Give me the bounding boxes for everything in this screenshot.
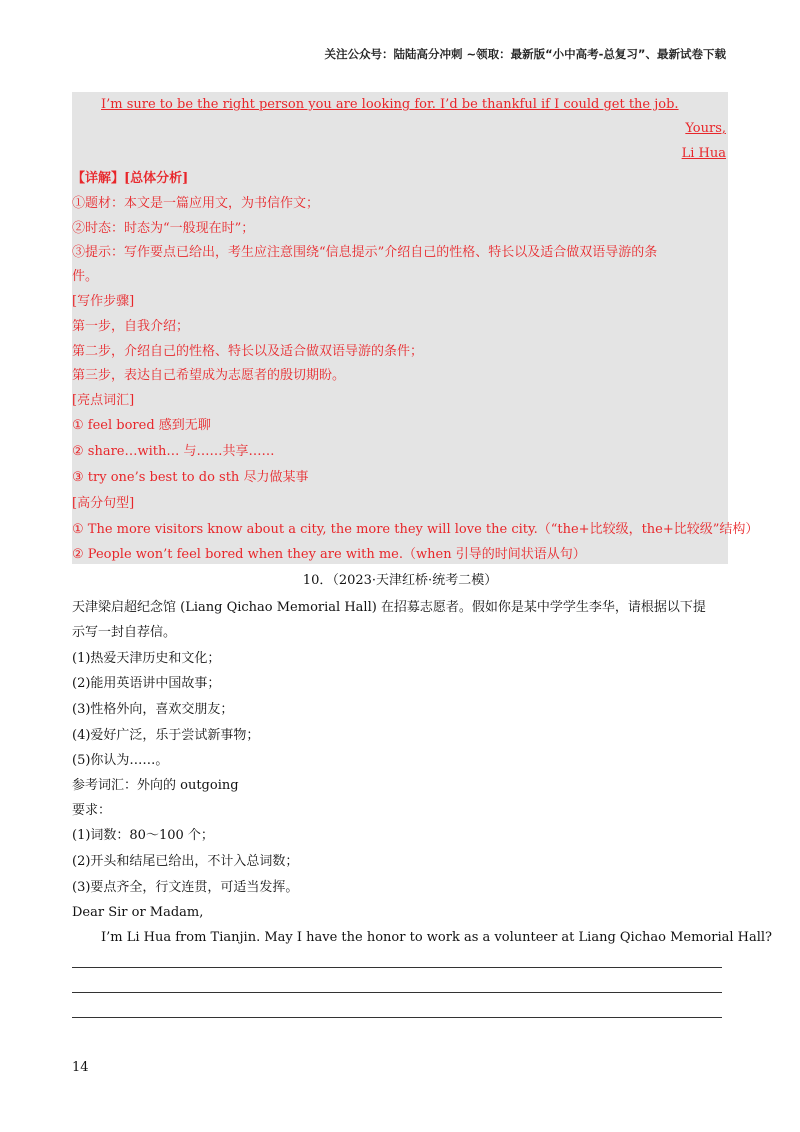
question-title: 10．（2023·天津红桥·统考二模） (302, 573, 498, 588)
step-item: 第一步，自我介绍； (72, 319, 190, 334)
requirements-heading: 要求： (72, 803, 112, 818)
answer-line (72, 967, 722, 968)
answer-line (72, 1017, 722, 1018)
salutation: Dear Sir or Madam, (72, 905, 204, 920)
heading-detail: 【详解】 (72, 171, 125, 186)
vocab-item: ① feel bored 感到无聊 (72, 418, 211, 433)
question-item: (1)热爱天津历史和文化； (72, 651, 221, 666)
question-prompt: 天津梁启超纪念馆 (Liang Qichao Memorial Hall) 在招募志愿者。假如你是某中学学生李华，请根据以下提 (72, 600, 706, 615)
yours: Yours, (685, 121, 726, 136)
sentence-item: ① The more visitors know about a city, the more they will love the city.（“the+比较级，the+比较级”结构） (72, 522, 759, 537)
closing-sentence: I’m sure to be the right person you are looking for. I’d be thankful if I could get the job. (101, 97, 679, 112)
analysis-point: ③提示：写作要点已给出，考生应注意围绕“信息提示”介绍自己的性格、特长以及适合做双语导游的条 (72, 245, 658, 260)
analysis-point: 件。 (72, 269, 99, 284)
vocab-item: ② share…with… 与……共享…… (72, 444, 275, 459)
analysis-point: ①题材：本文是一篇应用文，为书信作文； (72, 196, 320, 211)
question-item: (5)你认为……。 (72, 753, 169, 768)
steps-heading: [写作步骤] (72, 294, 135, 309)
step-item: 第二步，介绍自己的性格、特长以及适合做双语导游的条件； (72, 344, 424, 359)
answer-line (72, 992, 722, 993)
page-header: 关注公众号：陆陆高分冲刺 ~领取：最新版“小中高考-总复习”、最新试卷下载 (324, 47, 726, 61)
analysis-heading (72, 170, 188, 188)
question-item: (4)爱好广泛，乐于尝试新事物； (72, 728, 260, 743)
analysis-point: ②时态：时态为“一般现在时”； (72, 221, 255, 236)
requirement-item: (1)词数：80～100 个； (72, 828, 214, 843)
question-item: (2)能用英语讲中国故事； (72, 676, 221, 691)
question-prompt: 示写一封自荐信。 (72, 625, 177, 640)
vocab-item: ③ try one’s best to do sth 尽力做某事 (72, 470, 309, 485)
requirement-item: (3)要点齐全，行文连贯，可适当发挥。 (72, 880, 299, 895)
vocab-heading: [亮点词汇] (72, 393, 135, 408)
requirement-item: (2)开头和结尾已给出，不计入总词数； (72, 854, 299, 869)
signature: Li Hua (681, 146, 726, 161)
sentences-heading: [高分句型] (72, 496, 135, 511)
vocab-reference: 参考词汇：外向的 outgoing (72, 778, 239, 793)
page-number: 14 (72, 1060, 89, 1075)
heading-overall: [总体分析] (124, 171, 189, 186)
question-item: (3)性格外向，喜欢交朋友； (72, 702, 234, 717)
letter-opening: I’m Li Hua from Tianjin. May I have the honor to work as a volunteer at Liang Qichao Memorial Hall? (101, 930, 773, 945)
sentence-item: ② People won’t feel bored when they are with me.（when 引导的时间状语从句） (72, 547, 586, 562)
step-item: 第三步，表达自己希望成为志愿者的殷切期盼。 (72, 368, 346, 383)
